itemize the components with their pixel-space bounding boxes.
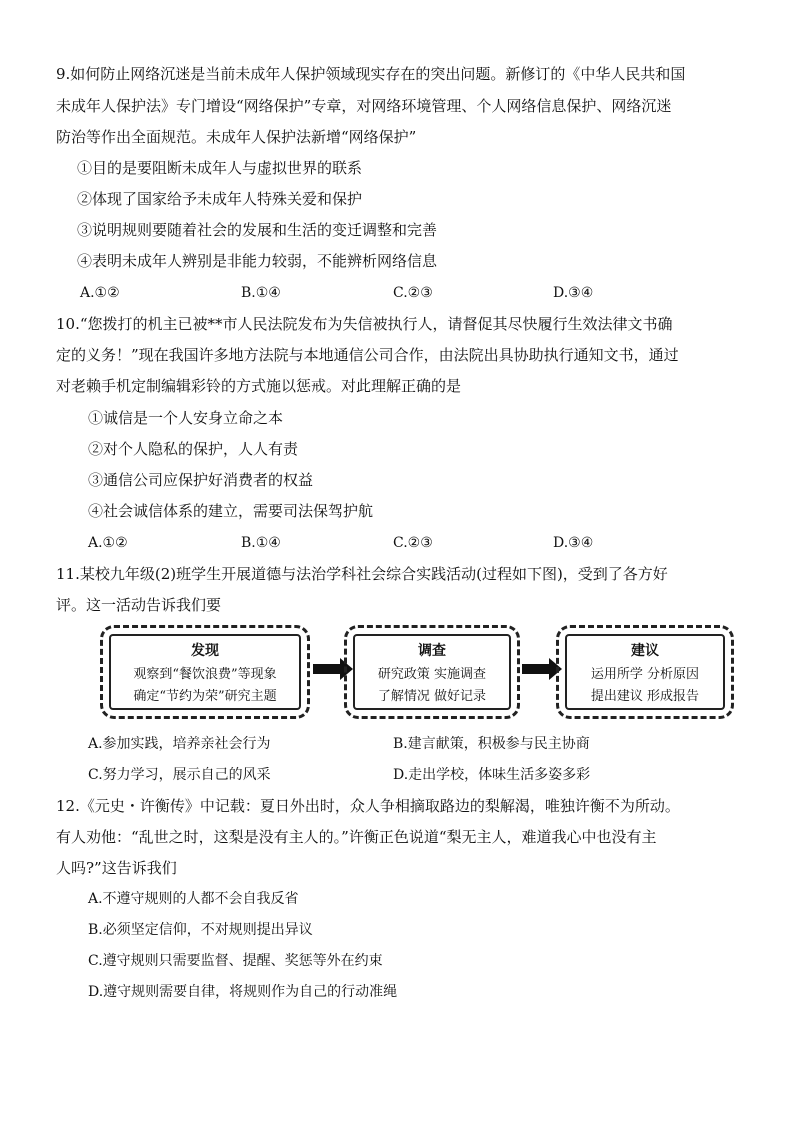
q11-option-d: D.走出学校，体味生活多姿多彩 [393,767,591,783]
q12-stem-line-3: 人吗?”这告诉我们 [56,859,177,877]
q12-stem-line-2: 有人劝他：“乱世之时，这梨是没有主人的。”许衡正色说道“梨无主人，难道我心中也没有主 [56,828,657,846]
q10-stem-line-1: 10.“您拨打的机主已被**市人民法院发布为失信被执行人，请督促其尽快履行生效法律文书确 [56,315,673,333]
q10-option-b: B.①④ [241,535,281,551]
flow-box-investigate-line-1: 研究政策 实施调查 [377,667,487,682]
q11-option-a: A.参加实践，培养亲社会行为 [88,736,271,752]
q11-option-c: C.努力学习，展示自己的风采 [88,767,271,783]
flow-box-discover [100,625,310,719]
q12-option-c: C.遵守规则只需要监督、提醒、奖惩等外在约束 [88,953,383,969]
q10-item-1: ①诚信是一个人安身立命之本 [88,409,284,427]
q10-item-2: ②对个人隐私的保护，人人有责 [88,440,299,458]
q11-stem-line-2: 评。这一活动告诉我们要 [56,596,222,614]
q9-item-1: ①目的是要阻断未成年人与虚拟世界的联系 [77,159,363,177]
q10-option-a: A.①② [88,535,128,551]
q11-stem-line-1: 11.某校九年级(2)班学生开展道德与法治学科社会综合实践活动(过程如下图)，受到了各方好 [56,565,668,583]
q9-option-c: C.②③ [393,285,433,301]
flow-arrow-1 [313,664,341,674]
flow-box-discover-line-2: 确定“节约为荣”研究主题 [133,689,277,704]
q9-option-a: A.①② [80,285,120,301]
flow-box-discover-line-1: 观察到“餐饮浪费”等现象 [133,667,277,682]
q10-item-4: ④社会诚信体系的建立，需要司法保驾护航 [88,502,374,520]
flow-box-investigate [344,625,520,719]
q9-item-2: ②体现了国家给予未成年人特殊关爱和保护 [77,190,363,208]
flow-box-investigate-title: 调查 [418,643,446,659]
q12-option-a: A.不遵守规则的人都不会自我反省 [88,891,299,907]
q9-item-3: ③说明规则要随着社会的发展和生活的变迁调整和完善 [77,221,438,239]
flow-box-suggest [556,625,734,719]
q10-stem-line-3: 对老赖手机定制编辑彩铃的方式施以惩戒。对此理解正确的是 [56,377,462,395]
q9-option-d: D.③④ [553,285,594,301]
flow-box-suggest-line-2: 提出建议 形成报告 [590,689,700,704]
q10-stem-line-2: 定的义务！”现在我国许多地方法院与本地通信公司合作，由法院出具协助执行通知文书，通过 [56,346,679,364]
flow-box-investigate-line-2: 了解情况 做好记录 [377,689,487,704]
q10-option-c: C.②③ [393,535,433,551]
q10-option-d: D.③④ [553,535,594,551]
q9-stem-line-2: 未成年人保护法》专门增设“网络保护”专章，对网络环境管理、个人网络信息保护、网络沉迷 [56,97,672,115]
q9-stem-line-1: 9.如何防止网络沉迷是当前未成年人保护领域现实存在的突出问题。新修订的《中华人民共和国 [56,65,686,83]
q12-stem-line-1: 12.《元史・许衡传》中记载：夏日外出时，众人争相摘取路边的梨解渴，唯独许衡不为所动。 [56,797,680,815]
flow-box-suggest-line-1: 运用所学 分析原因 [590,667,700,682]
flow-arrow-2 [522,664,550,674]
flow-box-suggest-title: 建议 [631,643,659,659]
q12-option-b: B.必须坚定信仰，不对规则提出异议 [88,922,313,938]
q12-option-d: D.遵守规则需要自律，将规则作为自己的行动准绳 [88,984,398,1000]
q9-stem-line-3: 防治等作出全面规范。未成年人保护法新增“网络保护” [56,128,417,146]
q10-item-3: ③通信公司应保护好消费者的权益 [88,471,314,489]
q9-option-b: B.①④ [241,285,281,301]
flow-box-discover-title: 发现 [191,643,219,659]
q9-item-4: ④表明未成年人辨别是非能力较弱，不能辨析网络信息 [77,252,438,270]
q11-option-b: B.建言献策，积极参与民主协商 [393,736,590,752]
